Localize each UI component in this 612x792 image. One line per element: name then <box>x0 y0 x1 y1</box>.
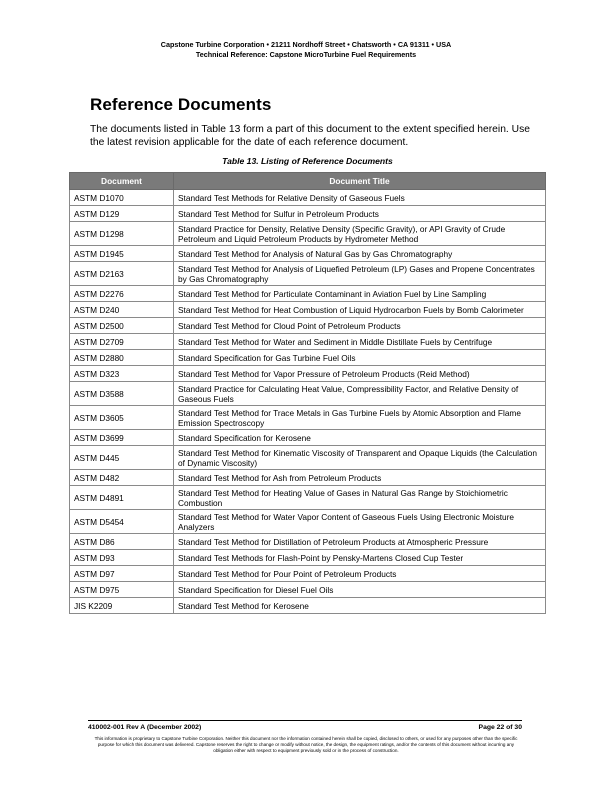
document-title-cell: Standard Test Method for Pour Point of Petroleum Products <box>174 566 546 582</box>
document-title-cell: Standard Test Method for Analysis of Liquefied Petroleum (LP) Gases and Propene Concentrates by Gas Chromatography <box>174 262 546 286</box>
document-id-cell: ASTM D240 <box>70 302 174 318</box>
table-row <box>70 510 546 534</box>
document-title-cell: Standard Test Method for Trace Metals in Gas Turbine Fuels by Atomic Absorption and Flame Emission Spectroscopy <box>174 406 546 430</box>
document-title-cell: Standard Test Method for Heat Combustion of Liquid Hydrocarbon Fuels by Bomb Calorimeter <box>174 302 546 318</box>
table-row <box>70 582 546 598</box>
document-title-cell: Standard Test Method for Cloud Point of Petroleum Products <box>174 318 546 334</box>
document-title-cell: Standard Test Method for Water and Sediment in Middle Distillate Fuels by Centrifuge <box>174 334 546 350</box>
header-address: Capstone Turbine Corporation • 21211 Nordhoff Street • Chatsworth • CA 91311 • USA <box>160 40 452 49</box>
table-row <box>70 206 546 222</box>
table-row <box>70 190 546 206</box>
header-doc-title: Technical Reference: Capstone MicroTurbine Fuel Requirements <box>195 50 417 59</box>
document-id-cell: ASTM D1298 <box>70 222 174 246</box>
document-id-cell: ASTM D129 <box>70 206 174 222</box>
document-id-cell: ASTM D482 <box>70 470 174 486</box>
table-row <box>70 566 546 582</box>
document-id-cell: ASTM D445 <box>70 446 174 470</box>
table-row <box>70 534 546 550</box>
footer-doc-id: 410002-001 Rev A (December 2002) <box>88 724 202 731</box>
table-row <box>70 406 546 430</box>
document-id-cell: ASTM D97 <box>70 566 174 582</box>
table-row <box>70 302 546 318</box>
footer-page-number: Page 22 of 30 <box>478 724 522 731</box>
table-row <box>70 318 546 334</box>
table-header-row <box>70 173 546 190</box>
table-row <box>70 350 546 366</box>
document-id-cell: ASTM D4891 <box>70 486 174 510</box>
table-caption: Table 13. Listing of Reference Documents <box>222 156 393 166</box>
document-id-cell: ASTM D1945 <box>70 246 174 262</box>
table-body <box>70 190 546 614</box>
footer-divider <box>88 720 522 721</box>
table-row <box>70 246 546 262</box>
table-row <box>70 262 546 286</box>
table-row <box>70 222 546 246</box>
column-header-document: Document <box>70 173 174 190</box>
table-row <box>70 598 546 614</box>
table-row <box>70 446 546 470</box>
document-id-cell: ASTM D323 <box>70 366 174 382</box>
document-id-cell: ASTM D3699 <box>70 430 174 446</box>
document-id-cell: ASTM D2880 <box>70 350 174 366</box>
document-title-cell: Standard Test Method for Kinematic Viscosity of Transparent and Opaque Liquids (the Calculation of Dynamic Viscosity) <box>174 446 546 470</box>
document-title-cell: Standard Test Method for Water Vapor Content of Gaseous Fuels Using Electronic Moisture Analyzers <box>174 510 546 534</box>
document-title-cell: Standard Specification for Diesel Fuel Oils <box>174 582 546 598</box>
document-id-cell: JIS K2209 <box>70 598 174 614</box>
document-id-cell: ASTM D1070 <box>70 190 174 206</box>
table-row <box>70 470 546 486</box>
table-row <box>70 382 546 406</box>
document-title-cell: Standard Test Method for Ash from Petroleum Products <box>174 470 546 486</box>
document-title-cell: Standard Test Methods for Relative Density of Gaseous Fuels <box>174 190 546 206</box>
document-id-cell: ASTM D93 <box>70 550 174 566</box>
document-id-cell: ASTM D3588 <box>70 382 174 406</box>
document-id-cell: ASTM D2276 <box>70 286 174 302</box>
document-title-cell: Standard Test Method for Vapor Pressure of Petroleum Products (Reid Method) <box>174 366 546 382</box>
document-title-cell: Standard Test Method for Distillation of Petroleum Products at Atmospheric Pressure <box>174 534 546 550</box>
document-id-cell: ASTM D2500 <box>70 318 174 334</box>
document-title-cell: Standard Test Methods for Flash-Point by Pensky-Martens Closed Cup Tester <box>174 550 546 566</box>
column-header-document-title: Document Title <box>174 173 546 190</box>
document-title-cell: Standard Test Method for Sulfur in Petroleum Products <box>174 206 546 222</box>
reference-documents-table <box>69 172 546 614</box>
document-title-cell: Standard Test Method for Kerosene <box>174 598 546 614</box>
page-header <box>0 40 612 60</box>
document-title-cell: Standard Test Method for Analysis of Natural Gas by Gas Chromatography <box>174 246 546 262</box>
document-id-cell: ASTM D86 <box>70 534 174 550</box>
table-row <box>70 430 546 446</box>
document-title-cell: Standard Specification for Kerosene <box>174 430 546 446</box>
intro-paragraph: The documents listed in Table 13 form a part of this document to the extent specified herein. Use the latest revision applicable for the date of each reference document. <box>90 124 530 148</box>
table-row <box>70 486 546 510</box>
section-title: Reference Documents <box>90 95 272 114</box>
document-title-cell: Standard Practice for Calculating Heat Value, Compressibility Factor, and Relative Density of Gaseous Fuels <box>174 382 546 406</box>
document-title-cell: Standard Test Method for Particulate Contaminant in Aviation Fuel by Line Sampling <box>174 286 546 302</box>
table-row <box>70 550 546 566</box>
footer-disclaimer: This information is proprietary to Capstone Turbine Corporation. Neither this document nor the information contained herein shall be copied, disclosed to others, or used for any purposes other than the specific purpose for which this document was delivered. Capstone reserves the right to change or modify without notice, the design, the equipment ratings, and/or the contents of this document without incurring any obligation either with respect to equipment previously sold or in the process of construction. <box>94 736 518 753</box>
document-id-cell: ASTM D975 <box>70 582 174 598</box>
document-title-cell: Standard Practice for Density, Relative Density (Specific Gravity), or API Gravity of Crude Petroleum and Liquid Petroleum Products by Hydrometer Method <box>174 222 546 246</box>
table-row <box>70 334 546 350</box>
document-id-cell: ASTM D3605 <box>70 406 174 430</box>
document-title-cell: Standard Specification for Gas Turbine Fuel Oils <box>174 350 546 366</box>
document-title-cell: Standard Test Method for Heating Value of Gases in Natural Gas Range by Stoichiometric Combustion <box>174 486 546 510</box>
document-id-cell: ASTM D2709 <box>70 334 174 350</box>
table-row <box>70 286 546 302</box>
document-id-cell: ASTM D5454 <box>70 510 174 534</box>
table-row <box>70 366 546 382</box>
document-id-cell: ASTM D2163 <box>70 262 174 286</box>
